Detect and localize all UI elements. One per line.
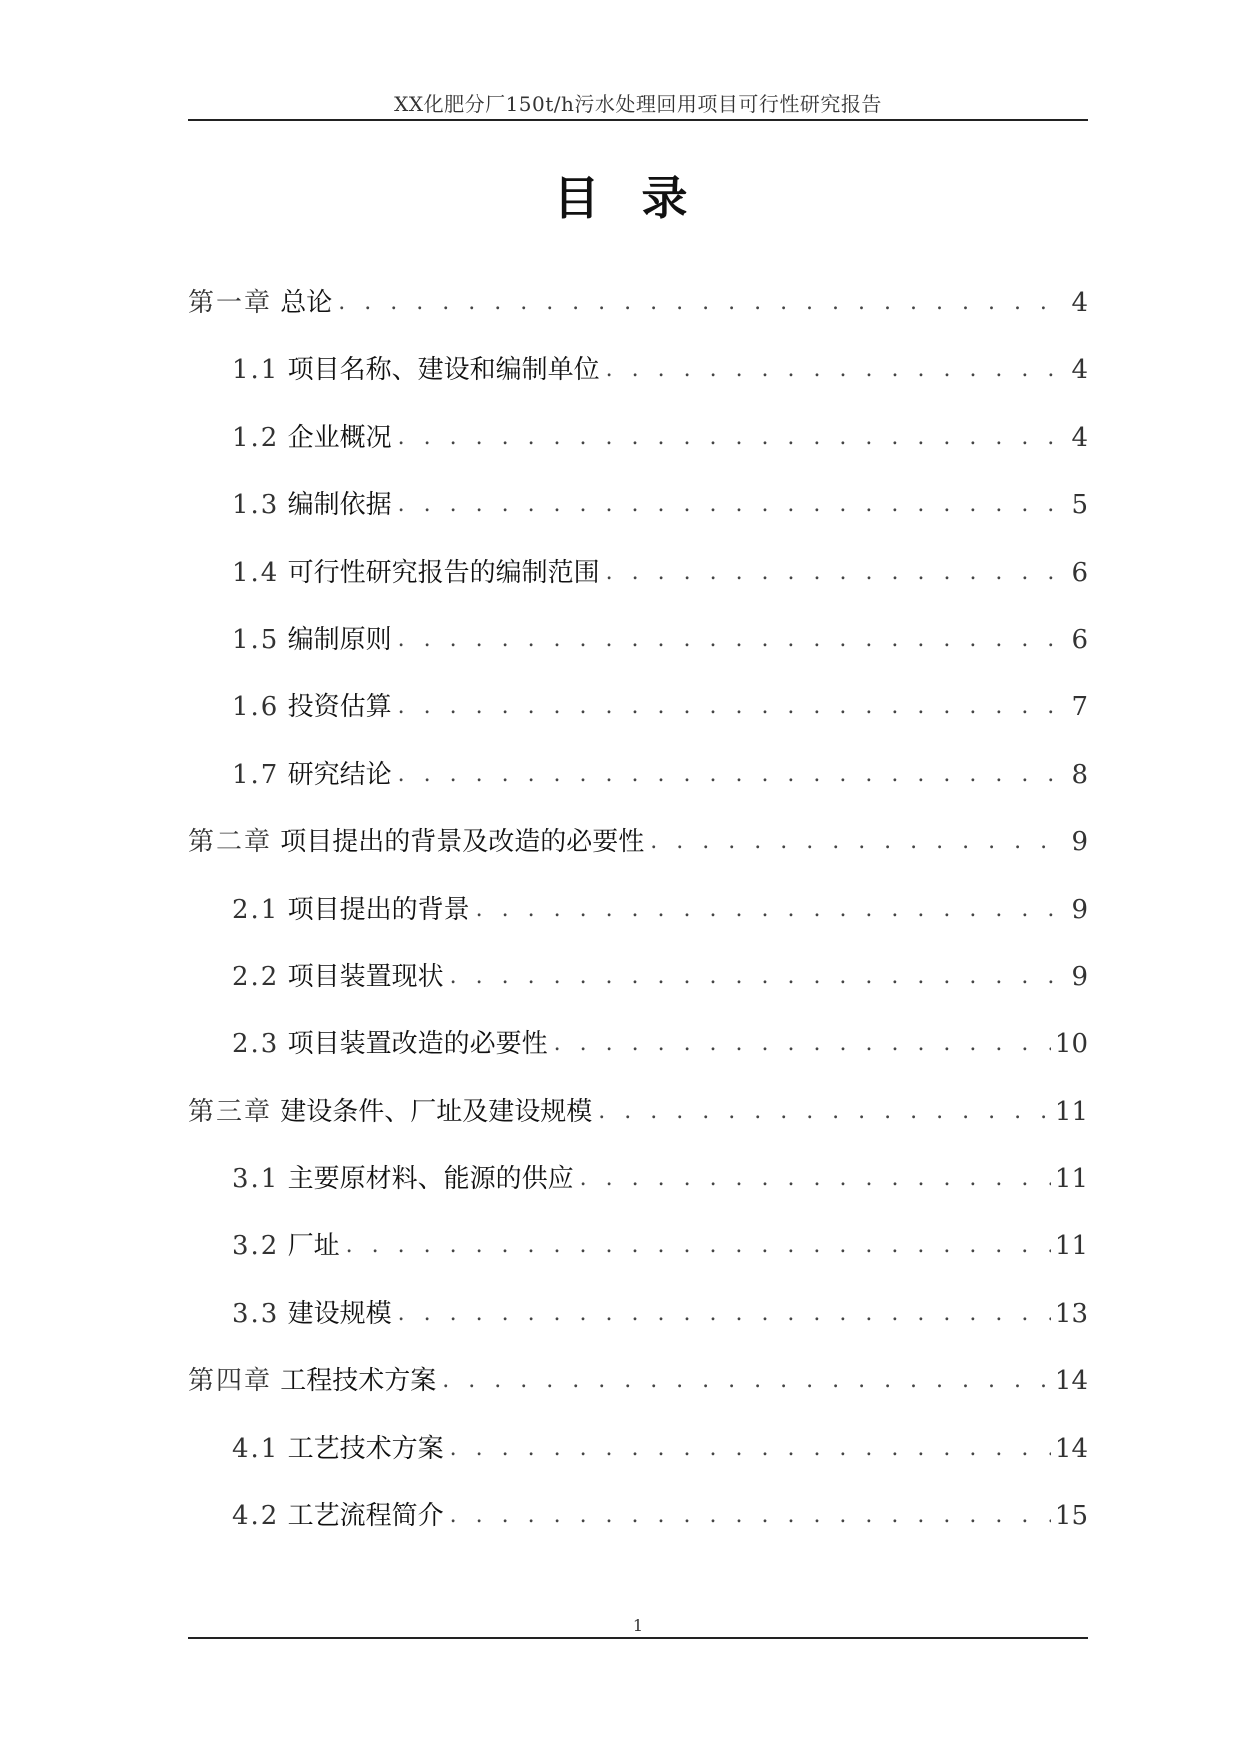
- toc-entry-number: 3.1: [232, 1164, 280, 1195]
- toc-leader-dots: [598, 1095, 1051, 1129]
- toc-leader-dots: [450, 1432, 1051, 1466]
- toc-entry-page: 14: [1054, 1433, 1088, 1464]
- toc-entry-page: 11: [1054, 1164, 1088, 1195]
- toc-entry[interactable]: [188, 825, 1088, 892]
- toc-entry-label: [188, 286, 338, 320]
- toc-entry[interactable]: [188, 690, 1088, 757]
- toc-entry[interactable]: [188, 1027, 1088, 1094]
- toc-entry-text: 研究结论: [287, 759, 392, 790]
- toc-entry-number: 1.1: [232, 355, 280, 386]
- toc-entry-label: [188, 1027, 554, 1061]
- toc-leader-dots: [554, 1027, 1051, 1061]
- toc-entry-text: 总论: [280, 288, 333, 318]
- toc-entry-label: [188, 960, 450, 994]
- toc-entry-text: 项目提出的背景及改造的必要性: [280, 827, 645, 858]
- toc-entry-label: [188, 1432, 450, 1466]
- toc-entry-label: [188, 1499, 450, 1533]
- toc-entry-page: 6: [1071, 557, 1088, 588]
- toc-entry-number: 1.2: [232, 422, 280, 453]
- toc-leader-dots: [580, 1162, 1051, 1196]
- toc-entry-text: 项目装置现状: [287, 961, 444, 992]
- toc-entry-page: 4: [1071, 422, 1088, 453]
- toc-entry-number: 3.3: [232, 1298, 280, 1329]
- toc-entry-text: 投资估算: [287, 692, 392, 723]
- toc-entry-page: 11: [1054, 1231, 1088, 1262]
- toc-entry[interactable]: [188, 1432, 1088, 1499]
- toc-entry-number: 3.2: [232, 1231, 280, 1262]
- toc-leader-dots: [398, 1297, 1051, 1331]
- toc-entry-text: 项目提出的背景: [287, 894, 470, 925]
- toc-entry-number: 1.5: [232, 624, 280, 655]
- toc-leader-dots: [398, 488, 1068, 522]
- toc-entry[interactable]: [188, 1364, 1088, 1431]
- page-number: 1: [632, 1616, 644, 1635]
- toc-entry-number: 第三章: [188, 1096, 273, 1127]
- toc-entry-text: 工程技术方案: [280, 1366, 437, 1397]
- toc-entry[interactable]: [188, 758, 1088, 825]
- toc-entry[interactable]: [188, 488, 1088, 555]
- toc-leader-dots: [346, 1229, 1051, 1263]
- toc-leader-dots: [398, 758, 1068, 792]
- toc-entry-number: 第二章: [188, 827, 273, 858]
- table-of-contents: [188, 286, 1088, 1566]
- toc-leader-dots: [442, 1364, 1051, 1398]
- toc-entry-text: 项目装置改造的必要性: [287, 1029, 548, 1060]
- toc-entry-number: 第四章: [188, 1366, 273, 1397]
- toc-entry-page: 9: [1071, 894, 1088, 925]
- toc-entry[interactable]: [188, 893, 1088, 960]
- toc-entry-label: [188, 1162, 580, 1196]
- toc-entry-label: [188, 488, 398, 522]
- toc-entry-number: 4.2: [232, 1501, 280, 1532]
- toc-entry[interactable]: [188, 960, 1088, 1027]
- toc-leader-dots: [606, 353, 1068, 387]
- toc-entry-label: [188, 893, 476, 927]
- toc-leader-dots: [398, 623, 1068, 657]
- toc-entry-page: 13: [1054, 1298, 1088, 1329]
- toc-title: 目录: [553, 171, 730, 225]
- toc-entry[interactable]: [188, 353, 1088, 420]
- toc-entry-text: 编制依据: [287, 490, 392, 521]
- toc-entry-number: 1.6: [232, 692, 280, 723]
- header-rule: [188, 119, 1088, 121]
- toc-entry-page: 15: [1054, 1501, 1088, 1532]
- toc-leader-dots: [450, 1499, 1051, 1533]
- toc-entry-label: [188, 690, 398, 724]
- toc-leader-dots: [338, 286, 1067, 320]
- toc-entry[interactable]: [188, 421, 1088, 488]
- toc-entry-page: 10: [1054, 1029, 1088, 1060]
- toc-entry-text: 建设条件、厂址及建设规模: [280, 1096, 593, 1127]
- toc-entry-page: 4: [1071, 288, 1088, 318]
- toc-entry-page: 11: [1054, 1096, 1088, 1127]
- toc-entry-page: 5: [1071, 490, 1088, 521]
- toc-entry[interactable]: [188, 1229, 1088, 1296]
- toc-entry-text: 厂址: [287, 1231, 340, 1262]
- toc-entry-page: 6: [1071, 624, 1088, 655]
- toc-entry-page: 9: [1071, 827, 1088, 858]
- toc-leader-dots: [450, 960, 1068, 994]
- toc-entry[interactable]: [188, 556, 1088, 623]
- toc-entry-number: 2.3: [232, 1029, 280, 1060]
- toc-entry[interactable]: [188, 1095, 1088, 1162]
- toc-entry-text: 企业概况: [287, 422, 392, 453]
- toc-entry-label: [188, 1229, 346, 1263]
- toc-entry-page: 9: [1071, 961, 1088, 992]
- toc-leader-dots: [476, 893, 1068, 927]
- toc-entry-number: 2.1: [232, 894, 280, 925]
- toc-entry-page: 7: [1071, 692, 1088, 723]
- toc-entry[interactable]: [188, 286, 1088, 353]
- toc-entry-number: 4.1: [232, 1433, 280, 1464]
- toc-entry-text: 可行性研究报告的编制范围: [287, 557, 600, 588]
- toc-entry-label: [188, 1364, 442, 1398]
- toc-entry-label: [188, 623, 398, 657]
- toc-entry-text: 编制原则: [287, 624, 392, 655]
- toc-entry-number: 2.2: [232, 961, 280, 992]
- toc-entry-number: 1.3: [232, 490, 280, 521]
- toc-leader-dots: [606, 556, 1068, 590]
- toc-entry[interactable]: [188, 1162, 1088, 1229]
- toc-entry[interactable]: [188, 1499, 1088, 1566]
- running-header: XX化肥分厂150t/h污水处理回用项目可行性研究报告: [394, 92, 882, 116]
- toc-entry-page: 14: [1054, 1366, 1088, 1397]
- footer-rule: [188, 1637, 1088, 1639]
- toc-entry-label: [188, 758, 398, 792]
- toc-entry-label: [188, 556, 606, 590]
- toc-entry-text: 建设规模: [287, 1298, 392, 1329]
- toc-entry[interactable]: [188, 1297, 1088, 1364]
- toc-entry-text: 工艺流程简介: [287, 1501, 444, 1532]
- toc-entry-text: 工艺技术方案: [287, 1433, 444, 1464]
- toc-entry-number: 1.7: [232, 759, 280, 790]
- toc-entry-label: [188, 825, 650, 859]
- toc-entry-page: 4: [1071, 355, 1088, 386]
- toc-entry-label: [188, 353, 606, 387]
- toc-entry[interactable]: [188, 623, 1088, 690]
- toc-leader-dots: [398, 421, 1068, 455]
- toc-entry-page: 8: [1071, 759, 1088, 790]
- toc-entry-text: 主要原材料、能源的供应: [287, 1164, 574, 1195]
- toc-leader-dots: [398, 690, 1068, 724]
- toc-entry-label: [188, 421, 398, 455]
- toc-entry-label: [188, 1297, 398, 1331]
- toc-entry-text: 项目名称、建设和编制单位: [287, 355, 600, 386]
- toc-entry-number: 第一章: [188, 288, 273, 318]
- toc-entry-label: [188, 1095, 598, 1129]
- toc-entry-number: 1.4: [232, 557, 280, 588]
- toc-leader-dots: [650, 825, 1067, 859]
